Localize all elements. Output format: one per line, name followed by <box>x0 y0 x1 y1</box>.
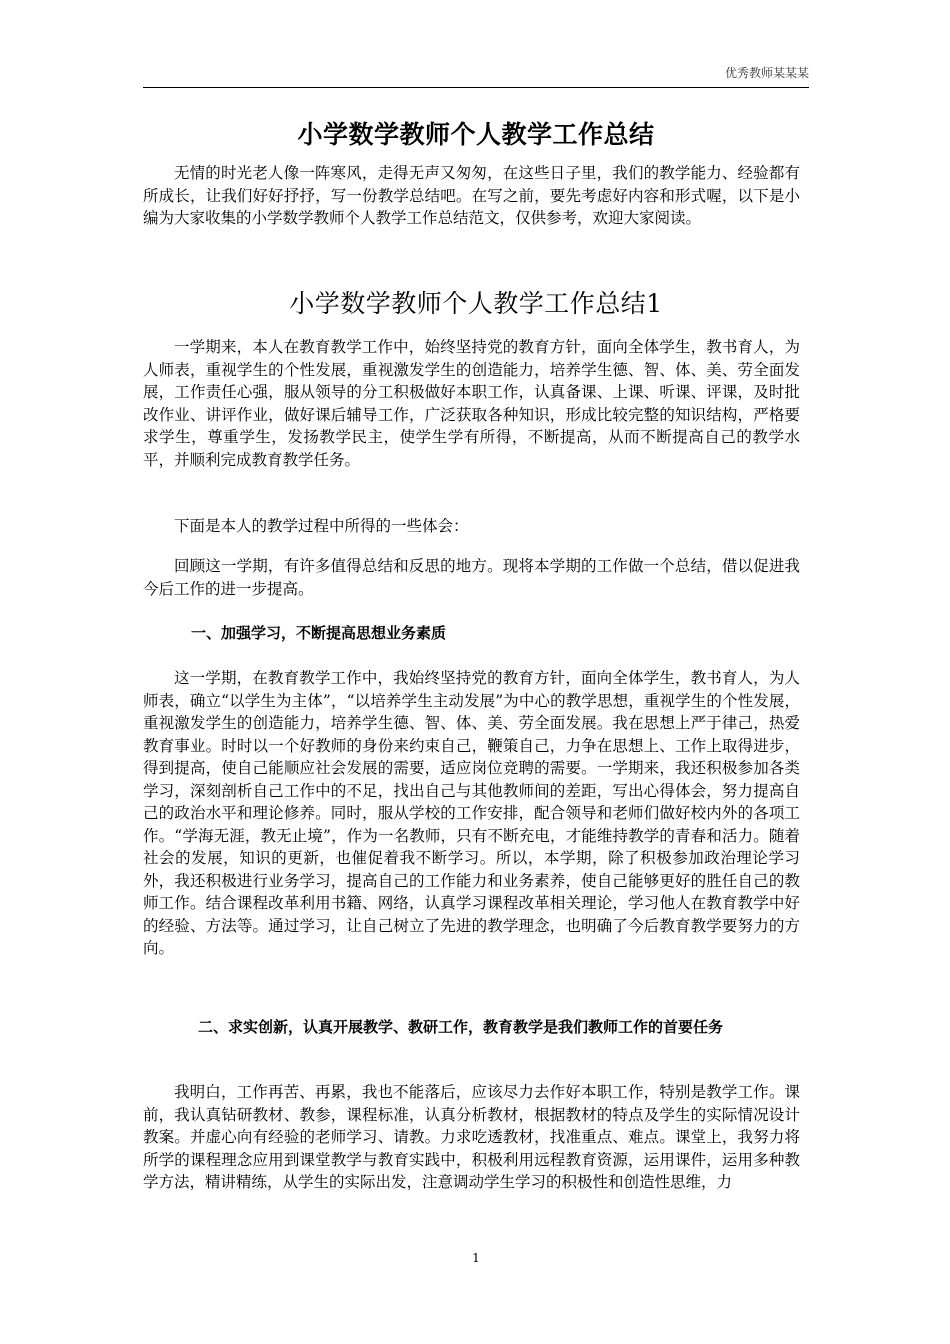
page-number: 1 <box>472 1251 480 1265</box>
subheading-1: 一、加强学习，不断提高思想业务素质 <box>191 624 447 642</box>
paragraph-3: 回顾这一学期，有许多值得总结和反思的地方。现将本学期的工作做一个总结，借以促进我今后工作的进一步提高。 <box>143 557 800 598</box>
document-title: 小学数学教师个人教学工作总结 <box>297 120 655 149</box>
paragraph-4: 这一学期，在教育教学工作中，我始终坚持党的教育方针，面向全体学生，教书育人，为人师表，确立“以学生为主体”，“以培养学生主动发展”为中心的教学思想，重视学生的个性发展，重视激发学生的创造能力，培养学生德、智、体、美、劳全面发展。我在思想上严于律己，热爱教育事业。时时以一个好教师的身份来约束自己，鞭策自己，力争在思想上、工作上取得进步，得到提高，使自己能顺应社会发展的需要，适应岗位竞聘的需要。一学期来，我还积极参加各类学习，深刻剖析自己工作中的不足，找出自己与其他教师间的差距，写出心得体会，努力提高自己的政治水平和理论修养。同时，服从学校的工作安排，配合领导和老师们做好校内外的各项工作。“学海无涯，教无止境”，作为一名教师，只有不断充电，才能维持教学的青春和活力。随着社会的发展，知识的更新，也催促着我不断学习。所以，本学期，除了积极参加政治理论学习外，我还积极进行业务学习，提高自己的工作能力和业务素养，使自己能够更好的胜任自己的教师工作。结合课程改革利用书籍、网络，认真学习课程改革相关理论，学习他人在教育教学中好的经验、方法等。通过学习，让自己树立了先进的教学理念，也明确了今后教育教学要努力的方向。 <box>143 669 800 957</box>
section-heading: 小学数学教师个人教学工作总结1 <box>289 289 663 318</box>
subheading-2: 二、求实创新，认真开展教学、教研工作，教育教学是我们教师工作的首要任务 <box>198 1018 724 1036</box>
paragraph-1: 一学期来，本人在教育教学工作中，始终坚持党的教育方针，面向全体学生，教书育人，为人师表，重视学生的个性发展，重视激发学生的创造能力，培养学生德、智、体、美、劳全面发展，工作责任心强，服从领导的分工积极做好本职工作，认真备课、上课、听课、评课，及时批改作业、讲评作业，做好课后辅导工作，广泛获取各种知识，形成比较完整的知识结构，严格要求学生，尊重学生，发扬教学民主，使学生学有所得，不断提高，从而不断提高自己的教学水平，并顺利完成教育教学任务。 <box>143 338 800 469</box>
paragraph-5: 我明白，工作再苦、再累，我也不能落后，应该尽力去作好本职工作，特别是教学工作。课前，我认真钻研教材、教参，课程标准，认真分析教材，根据教材的特点及学生的实际情况设计教案。并虚心向有经验的老师学习、请教。力求吃透教材，找准重点、难点。课堂上，我努力将所学的课程理念应用到课堂教学与教育实践中，积极利用远程教育资源，运用课件，运用多种教学方法，精讲精练，从学生的实际出发，注意调动学生学习的积极性和创造性思维，力 <box>143 1083 800 1191</box>
header-rule <box>143 87 809 88</box>
paragraph-2: 下面是本人的教学过程中所得的一些体会： <box>174 517 469 535</box>
page-header: 优秀教师某某某 <box>724 66 809 80</box>
intro-paragraph: 无情的时光老人像一阵寒风，走得无声又匆匆，在这些日子里，我们的教学能力、经验都有所成长，让我们好好抒抒，写一份教学总结吧。在写之前，要先考虑好内容和形式喔，以下是小编为大家收集的小学数学教师个人教学工作总结范文，仅供参考，欢迎大家阅读。 <box>143 164 800 227</box>
